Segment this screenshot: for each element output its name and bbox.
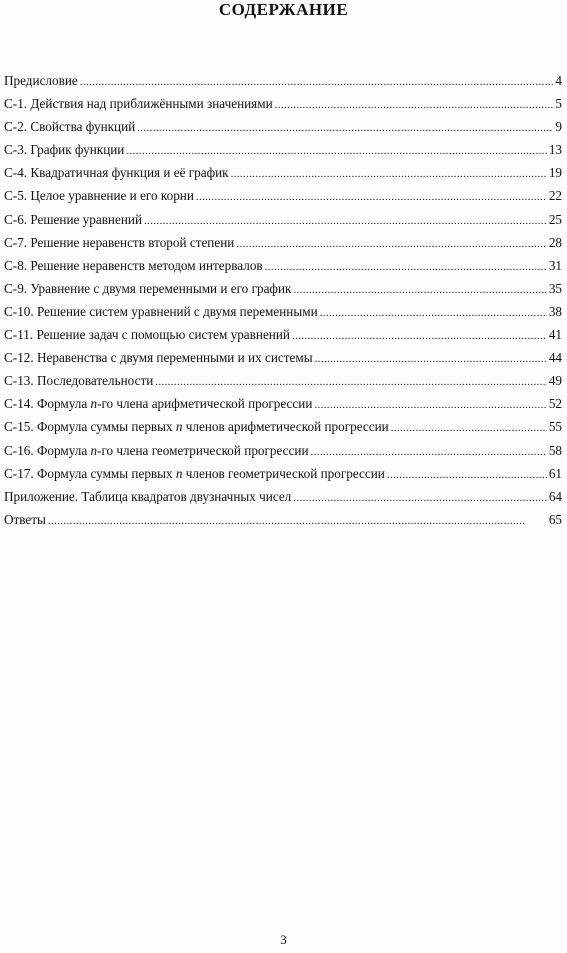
dot-leader (236, 231, 546, 256)
toc-entry (4, 346, 562, 369)
toc-entry (4, 92, 562, 115)
toc-entry-page: 28 (548, 234, 562, 250)
toc-entry-title-text-end: -го члена арифметической прогрессии (97, 396, 313, 412)
toc-entry-title (4, 92, 273, 115)
toc-entry-page: 58 (548, 442, 562, 458)
toc-entry-title (4, 138, 124, 161)
toc-entry-page: 19 (548, 165, 562, 181)
toc-entry (4, 69, 562, 92)
toc-entry-title-text: С-3. График функции (4, 142, 125, 158)
toc-entry-title (4, 462, 385, 485)
toc-entry (4, 392, 562, 415)
toc-entry-title-text-end: членов геометрической прогрессии (182, 465, 385, 481)
toc-entry (4, 254, 562, 277)
toc-entry-variable: n (90, 396, 98, 412)
dot-leader (265, 254, 547, 279)
toc-entry-title-text: С-9. Уравнение с двумя переменными и его график (4, 280, 292, 296)
dot-leader (144, 208, 547, 233)
dot-leader (311, 439, 547, 464)
dot-leader (293, 277, 546, 302)
toc-entry (4, 415, 562, 438)
toc-entry-title (4, 184, 194, 207)
toc-entry-title-text: С-10. Решение систем уравнений с двумя переменными (4, 303, 318, 319)
toc-entry-page: 35 (548, 280, 562, 296)
toc-entry-title (4, 254, 263, 277)
toc-entry-title (4, 346, 313, 369)
dot-leader (126, 138, 546, 163)
toc-entry-title (4, 485, 291, 508)
toc-entry-title-text: С-4. Квадратичная функция и её график (4, 165, 229, 181)
toc-entry-title (4, 323, 290, 346)
toc-entry (4, 184, 562, 207)
toc-entry-title-text: Приложение. Таблица квадратов двузначных чисел (4, 488, 292, 504)
page-number: 3 (280, 932, 287, 947)
toc-entry-title (4, 161, 229, 184)
toc-entry-page: 38 (548, 303, 562, 319)
toc-entry-title (4, 115, 135, 138)
toc-entry-title (4, 439, 309, 462)
toc-entry (4, 462, 562, 485)
toc-entry-page: 13 (548, 142, 562, 158)
toc-entry-title-text: С-7. Решение неравенств второй степени (4, 234, 235, 250)
toc-entry-title (4, 69, 78, 92)
dot-leader (196, 184, 547, 209)
toc-entry (4, 485, 562, 508)
dot-leader (387, 462, 547, 487)
toc-entry-variable: n (90, 442, 98, 458)
toc-entry (4, 369, 562, 392)
toc-entry (4, 277, 562, 300)
toc-entry (4, 508, 562, 531)
toc-entry-title-text: С-6. Решение уравнений (4, 211, 143, 227)
toc-entry-page: 49 (548, 373, 562, 389)
dot-leader (320, 300, 547, 325)
dot-leader (137, 115, 553, 140)
toc-entry-title (4, 300, 318, 323)
toc-entry (4, 208, 562, 231)
toc-entry-title-text: С-15. Формула суммы первых (4, 419, 176, 435)
toc-entry-title-text: С-16. Формула (4, 442, 91, 458)
toc-entry (4, 115, 562, 138)
toc-entry-title-text: С-1. Действия над приближёнными значениями (4, 96, 273, 112)
dot-leader (80, 69, 554, 94)
toc-entry-title-text: С-2. Свойства функций (4, 119, 136, 135)
toc-entry-page: 55 (548, 419, 562, 435)
dot-leader (155, 369, 547, 394)
toc-entry-title-text: С-17. Формула суммы первых (4, 465, 176, 481)
toc-entry-title-text: С-11. Решение задач с помощью систем уравнений (4, 327, 290, 343)
toc-entry (4, 161, 562, 184)
toc-entry-title (4, 392, 312, 415)
toc-entry (4, 300, 562, 323)
toc-entry-page: 52 (548, 396, 562, 412)
toc-entry-title (4, 415, 389, 438)
toc-entry (4, 138, 562, 161)
toc-entry-title (4, 369, 153, 392)
dot-leader (391, 415, 547, 440)
page-title: СОДЕРЖАНИЕ (218, 0, 349, 19)
toc-entry-page: 25 (548, 211, 562, 227)
toc-entry-title (4, 508, 46, 531)
toc-entry-page: 4 (555, 73, 562, 88)
toc-entry-page: 5 (555, 96, 562, 112)
toc-entry-title-text: С-8. Решение неравенств методом интервалов (4, 257, 263, 273)
toc-entry-title-text: С-13. Последовательности (4, 373, 154, 389)
toc-entry-page: 64 (548, 488, 562, 504)
toc-entry-title-text: С-5. Целое уравнение и его корни (4, 188, 194, 204)
dot-leader (293, 485, 547, 510)
dot-leader (315, 346, 547, 371)
toc-entry-page: 22 (548, 188, 562, 204)
toc-entry-title (4, 208, 142, 231)
dot-leader (314, 392, 546, 417)
toc-entry-title (4, 231, 234, 254)
toc-entry-page: 9 (555, 119, 562, 135)
table-of-contents (4, 69, 562, 531)
toc-entry-variable: n (175, 465, 183, 481)
toc-entry-title-text: Предисловие (4, 73, 78, 88)
toc-entry (4, 439, 562, 462)
toc-entry (4, 231, 562, 254)
toc-entry (4, 323, 562, 346)
dot-leader (48, 508, 547, 533)
toc-entry-page: 31 (548, 257, 562, 273)
toc-entry-page: 61 (548, 465, 562, 481)
toc-entry-title-text-end: членов арифметической прогрессии (182, 419, 389, 435)
toc-entry-title-text: Ответы (4, 511, 46, 527)
toc-entry-title-text: С-14. Формула (4, 396, 91, 412)
toc-entry-page: 65 (548, 511, 562, 527)
toc-entry-title-text: С-12. Неравенства с двумя переменными и их системы (4, 350, 313, 366)
toc-entry-page: 44 (548, 350, 562, 366)
dot-leader (292, 323, 547, 348)
toc-entry-title (4, 277, 291, 300)
dot-leader (275, 92, 554, 117)
dot-leader (231, 161, 547, 186)
toc-entry-page: 41 (548, 327, 562, 343)
toc-entry-variable: n (175, 419, 183, 435)
toc-entry-title-text-end: -го члена геометрической прогрессии (97, 442, 309, 458)
